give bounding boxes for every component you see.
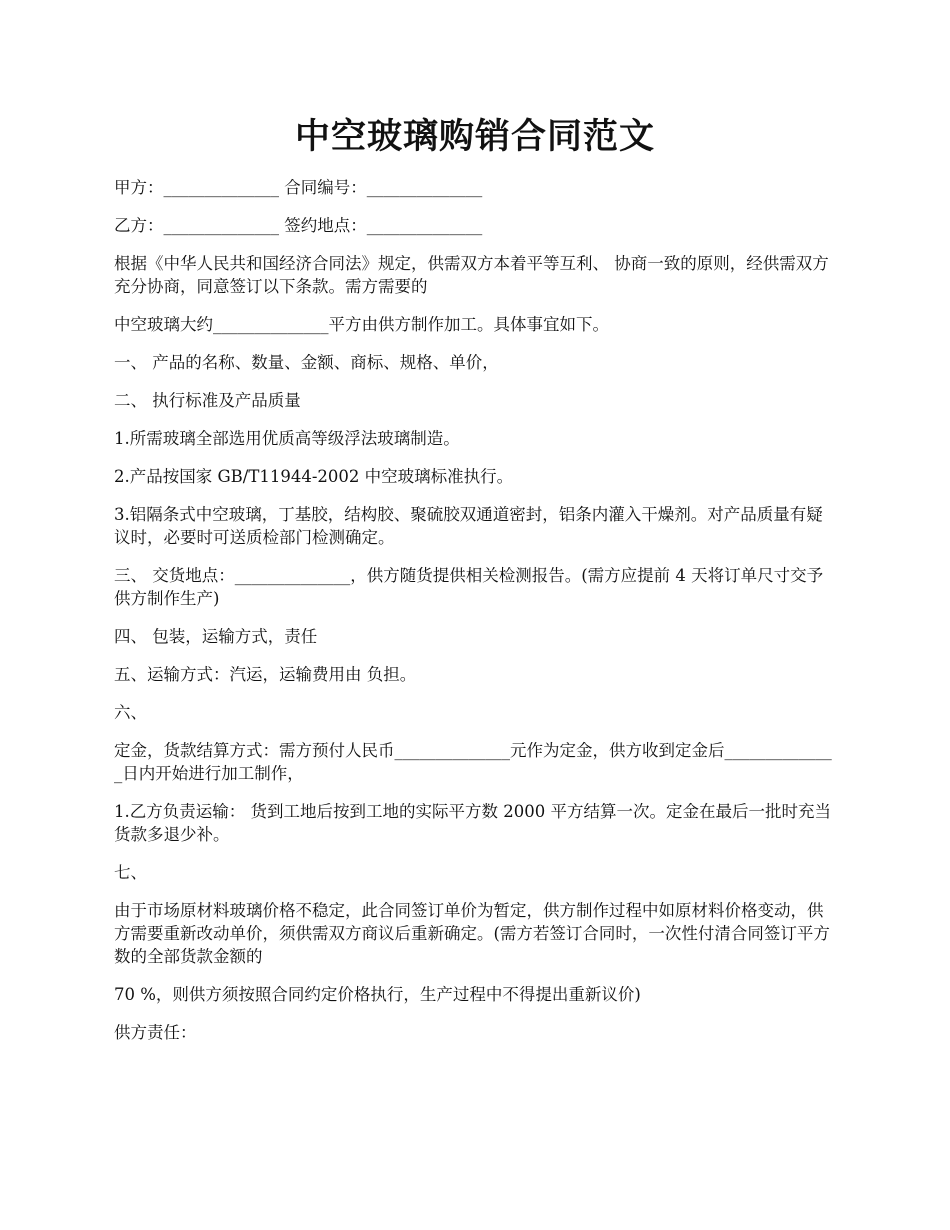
party-a-line: 甲方：______________ 合同编号：______________ [114, 178, 483, 197]
clause-2-1: 1.所需玻璃全部选用优质高等级浮法玻璃制造。 [114, 429, 460, 448]
section-6-heading: 六、 [114, 703, 147, 722]
clause-2-3: 3.铝隔条式中空玻璃，丁基胶，结构胶、聚硫胶双通道密封，铝条内灌入干燥剂。对产品质量有疑议时，必要时可送质检部门检测确定。 [114, 505, 823, 547]
clause-6-1: 1.乙方负责运输： 货到工地后按到工地的实际平方数 2000 平方结算一次。定金在最后一批时充当货款多退少补。 [114, 802, 831, 844]
supplier-duty-heading: 供方责任： [114, 1023, 197, 1042]
deposit-paragraph: 定金，货款结算方式：需方预付人民币______________元作为定金，供方收到定金后______________日内开始进行加工制作， [114, 741, 832, 783]
section-7-heading: 七、 [114, 863, 147, 882]
section-4-heading: 四、 包装，运输方式，责任 [114, 627, 318, 646]
clause-2-2: 2.产品按国家 GB/T11944-2002 中空玻璃标准执行。 [114, 467, 514, 486]
preamble-paragraph: 根据《中华人民共和国经济合同法》规定，供需双方本着平等互利、 协商一致的原则，经供需双方充分协商，同意签订以下条款。需方需要的 [114, 254, 829, 296]
section-3-paragraph: 三、 交货地点：______________，供方随货提供相关检测报告。(需方应提前 4 天将订单尺寸交予供方制作生产) [114, 566, 824, 608]
party-b-line: 乙方：______________ 签约地点：______________ [114, 216, 483, 235]
section-1-heading: 一、 产品的名称、数量、金额、商标、规格、单价， [114, 353, 499, 372]
document-body [114, 176, 836, 1059]
section-5-paragraph: 五、运输方式：汽运，运输费用由 负担。 [114, 665, 417, 684]
quantity-paragraph: 中空玻璃大约______________平方由供方制作加工。具体事宜如下。 [114, 315, 609, 334]
price-paragraph: 由于市场原材料玻璃价格不稳定，此合同签订单价为暂定，供方制作过程中如原材料价格变动，供方需要重新改动单价，须供需双方商议后重新确定。(需方若签订合同时，一次性付清合同签订平方数的全部货款金额的 [114, 901, 830, 966]
document-title: 中空玻璃购销合同范文 [294, 116, 655, 157]
price-paragraph-continued: 70 %，则供方须按照合同约定价格执行，生产过程中不得提出重新议价) [114, 985, 641, 1004]
section-2-heading: 二、 执行标准及产品质量 [114, 391, 301, 410]
